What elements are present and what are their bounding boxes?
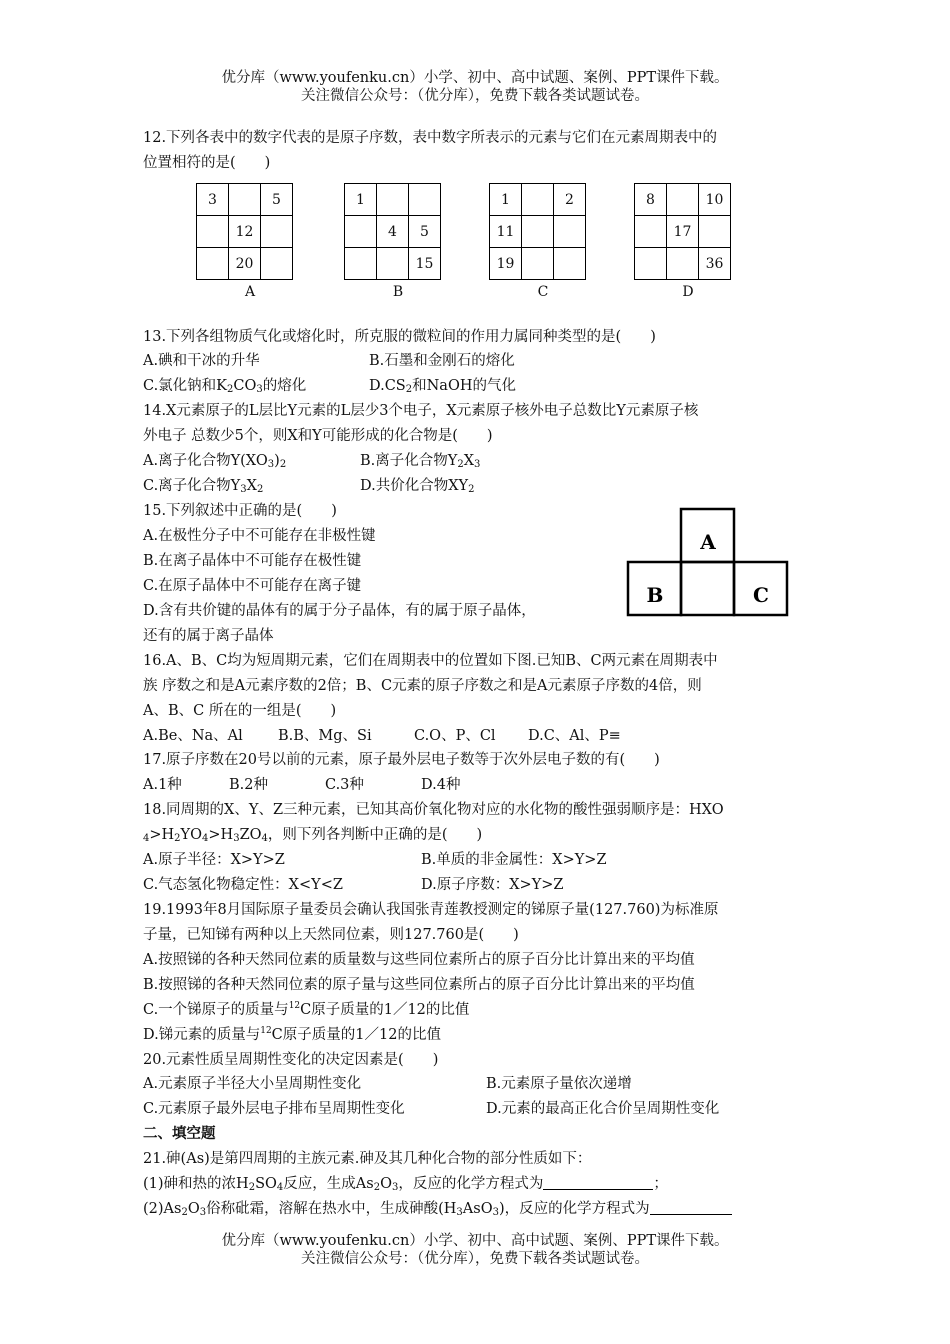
table-cell: 11 [490, 216, 522, 248]
footer-line-2: 关注微信公众号：（优分库），免费下载各类试题试卷。 [301, 1251, 649, 1267]
table-cell [667, 184, 699, 216]
table-cell: 1 [345, 184, 377, 216]
q14-option-c: C.离子化合物$Y_3X_2$ [143, 478, 264, 495]
table-cell [377, 184, 409, 216]
table-cell [522, 184, 554, 216]
q20-option-c: C.元素原子最外层电子排布呈周期性变化 [143, 1101, 405, 1117]
section-title-fill-in: 二、填空题 [143, 1125, 216, 1142]
q19-option-b: B.按照锑的各种天然同位素的原子量与这些同位素所占的原子百分比计算出来的平均值 [143, 977, 695, 993]
cell-b-label: B [646, 583, 664, 607]
header-line-2: 关注微信公众号：（优分库），免费下载各类试题试卷。 [301, 88, 649, 104]
table-cell: 5 [261, 184, 293, 216]
q15-option-b: B.在离子晶体中不可能存在极性键 [143, 553, 362, 569]
table-cell: 5 [409, 216, 441, 248]
q15-option-c: C.在原子晶体中不可能存在离子键 [143, 578, 362, 594]
q13-stem: 13.下列各组物质气化或熔化时，所克服的微粒间的作用力属同种类型的是( ) [143, 329, 656, 345]
table-cell [261, 216, 293, 248]
table-cell [229, 184, 261, 216]
q18-stem-2: $_4>H_2YO_4>H_3ZO_4$，则下列各判断中正确的是( ) [143, 827, 483, 844]
q19-option-c: C.一个锑原子的质量与$^{12}$C原子质量的1／12的比值 [143, 1001, 470, 1018]
table-cell [699, 216, 731, 248]
q16-option-d: D.C、Al、P≡ [528, 728, 621, 744]
q17-stem: 17.原子序数在20号以前的元素，原子最外层电子数等于次外层电子数的有( ) [143, 752, 660, 768]
table-cell: 15 [409, 248, 441, 280]
q12-table-a [196, 183, 293, 280]
q12-stem-2: 位置相符的是( ) [143, 155, 271, 171]
table-cell: 19 [490, 248, 522, 280]
q16-option-b: B.B、Mg、Si [278, 728, 372, 744]
q20-option-a: A.元素原子半径大小呈周期性变化 [143, 1076, 362, 1092]
table-cell: 12 [229, 216, 261, 248]
q20-option-b: B.元素原子量依次递增 [486, 1076, 632, 1092]
q13-option-b: B.石墨和金刚石的熔化 [369, 353, 515, 369]
table-cell: 3 [197, 184, 229, 216]
answer-blank-2[interactable] [650, 1200, 732, 1215]
q16-stem-1: 16.A、B、C均为短周期元素，它们在周期表中的位置如下图.已知B、C两元素在周期表中 [143, 653, 718, 669]
q13-option-d: $D.CS_2$和NaOH的气化 [369, 378, 516, 395]
q12-label-b: B [392, 284, 404, 300]
table-cell [635, 248, 667, 280]
q12-table-d [634, 183, 731, 280]
q16-option-a: A.Be、Na、Al [143, 728, 243, 744]
q12-table-b [344, 183, 441, 280]
q21-part-2: $(2)As_2O_3$俗称砒霜，溶解在热水中，生成砷酸$(H_3AsO_3)$，反应的化学方程式为 [143, 1199, 732, 1219]
cell-middle-box [681, 562, 734, 615]
table-cell: 1 [490, 184, 522, 216]
q14-option-b: B.离子化合物$Y_2X_3$ [360, 453, 481, 470]
q18-option-b: B.单质的非金属性：X>Y>Z [421, 852, 607, 868]
table-cell [522, 248, 554, 280]
footer-line-1: 优分库（www.youfenku.cn）小学、初中、高中试题、案例、PPT课件下载。 [221, 1233, 729, 1249]
q12-label-d: D [682, 284, 694, 300]
q15-stem: 15.下列叙述中正确的是( ) [143, 503, 337, 519]
q17-option-a: A.1种 [143, 777, 182, 793]
q14-stem-2: 外电子 总数少5个，则X和Y可能形成的化合物是( ) [143, 428, 493, 444]
periodic-position-diagram [626, 507, 792, 617]
q13-option-a: A.碘和干冰的升华 [143, 353, 260, 369]
header-line-1: 优分库（www.youfenku.cn）小学、初中、高中试题、案例、PPT课件下载。 [221, 70, 729, 86]
table-cell [377, 248, 409, 280]
table-cell [554, 216, 586, 248]
table-cell [409, 184, 441, 216]
table-cell [261, 248, 293, 280]
q14-option-a: A.离子化合物$Y(XO_3)_2$ [143, 453, 287, 470]
table-cell: 4 [377, 216, 409, 248]
q12-label-a: A [244, 284, 256, 300]
table-cell [345, 216, 377, 248]
q16-option-c: C.O、P、Cl [414, 728, 496, 744]
table-cell [197, 248, 229, 280]
q19-option-d: D.锑元素的质量与$^{12}$C原子质量的1／12的比值 [143, 1026, 441, 1043]
table-cell [345, 248, 377, 280]
q18-option-c: C.气态氢化物稳定性：X<Y<Z [143, 877, 343, 893]
q12-table-c [489, 183, 586, 280]
q17-option-d: D.4种 [421, 777, 461, 793]
cell-a-label: A [700, 530, 716, 554]
q14-option-d: D.共价化合物$XY_2$ [360, 478, 475, 495]
table-cell [667, 248, 699, 280]
table-cell: 10 [699, 184, 731, 216]
q15-option-d-1: D.含有共价键的晶体有的属于分子晶体，有的属于原子晶体， [143, 603, 536, 619]
q18-stem-1: 18.同周期的X、Y、Z三种元素，已知其高价氧化物对应的水化物的酸性强弱顺序是：HXO [143, 802, 724, 818]
q12-label-c: C [537, 284, 549, 300]
q15-option-a: A.在极性分子中不可能存在非极性键 [143, 528, 376, 544]
q16-stem-3: A、B、C 所在的一组是( ) [143, 703, 337, 719]
table-cell [635, 216, 667, 248]
q17-option-b: B.2种 [229, 777, 268, 793]
q14-stem-1: 14.X元素原子的L层比Y元素的L层少3个电子，X元素原子核外电子总数比Y元素原子核 [143, 403, 699, 419]
q21-stem: 21.砷(As)是第四周期的主族元素.砷及其几种化合物的部分性质如下： [143, 1151, 592, 1167]
q20-stem: 20.元素性质呈周期性变化的决定因素是( ) [143, 1052, 439, 1068]
table-cell [522, 216, 554, 248]
q15-option-d-2: 还有的属于离子晶体 [143, 628, 274, 644]
q19-stem-2: 子量，已知锑有两种以上天然同位素，则127.760是( ) [143, 927, 519, 943]
table-cell: 2 [554, 184, 586, 216]
answer-blank-1[interactable] [543, 1175, 653, 1190]
q18-option-a: A.原子半径：X>Y>Z [143, 852, 285, 868]
q13-option-c: C.氯化钠和$K_2CO_3$的熔化 [143, 378, 307, 395]
table-cell [554, 248, 586, 280]
q12-stem-1: 12.下列各表中的数字代表的是原子序数，表中数字所表示的元素与它们在元素周期表中的 [143, 130, 718, 146]
q19-stem-1: 19.1993年8月国际原子量委员会确认我国张青莲教授测定的锑原子量(127.760)为标准原 [143, 902, 719, 918]
q18-option-d: D.原子序数：X>Y>Z [421, 877, 564, 893]
table-cell: 17 [667, 216, 699, 248]
table-cell: 36 [699, 248, 731, 280]
table-cell: 8 [635, 184, 667, 216]
table-cell: 20 [229, 248, 261, 280]
q21-part-1: (1)砷和热的浓$H_2SO_4$反应，生成$As_2O_3$，反应的化学方程式为 ； [143, 1176, 668, 1193]
cell-c-label: C [753, 583, 769, 607]
table-cell [197, 216, 229, 248]
q20-option-d: D.元素的最高正化合价呈周期性变化 [486, 1101, 720, 1117]
q19-option-a: A.按照锑的各种天然同位素的质量数与这些同位素所占的原子百分比计算出来的平均值 [143, 952, 695, 968]
q16-stem-2: 族 序数之和是A元素序数的2倍；B、C元素的原子序数之和是A元素原子序数的4倍，则 [143, 678, 702, 694]
q17-option-c: C.3种 [325, 777, 364, 793]
